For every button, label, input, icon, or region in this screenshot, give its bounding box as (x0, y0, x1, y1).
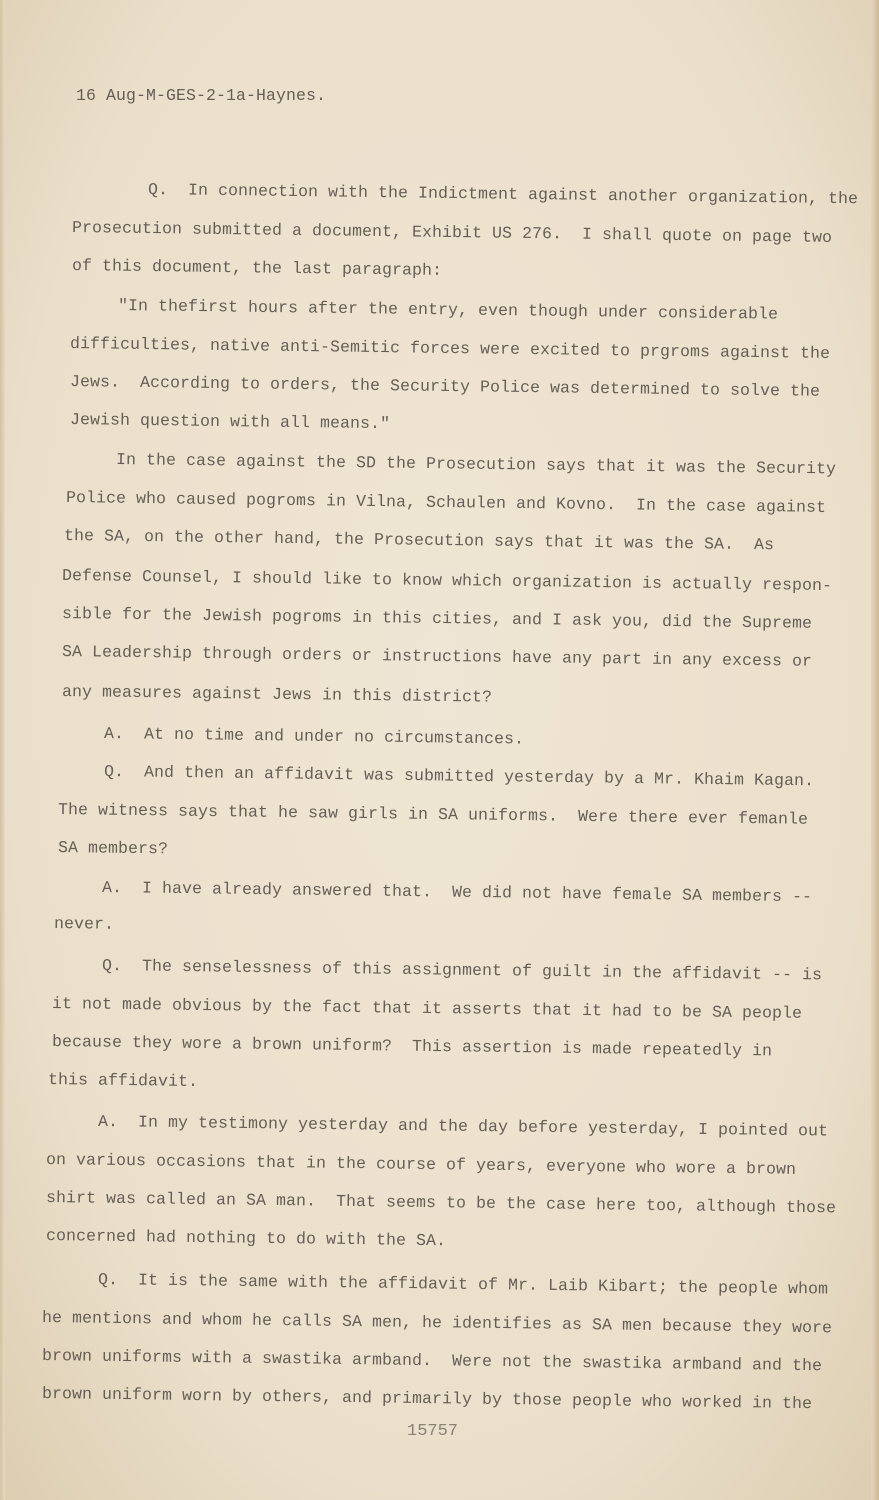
text-line: Jews. According to orders, the Security Police was determined to solve the (69, 372, 821, 401)
text-line: never. (53, 914, 115, 934)
text-line: Q. And then an affidavit was submitted yesterday by a Mr. Khaim Kagan. (103, 762, 815, 791)
text-line: concerned had nothing to do with the SA. (45, 1226, 447, 1251)
page-edge-right (871, 0, 879, 1500)
text-line: A. I have already answered that. We did not have female SA members -- (101, 878, 813, 907)
text-line: shirt was called an SA man. That seems to be the case here too, although those (45, 1188, 837, 1218)
text-line: on various occasions that in the course of years, everyone who wore a brown (45, 1150, 797, 1179)
text-line: any measures against Jews in this district? (61, 682, 493, 707)
text-line: SA members? (57, 838, 169, 859)
text-line: Police who caused pogroms in Vilna, Schaulen and Kovno. In the case against (65, 488, 827, 517)
text-line: Q. In connection with the Indictment against another organization, the (147, 180, 859, 209)
text-line: because they wore a brown uniform? This assertion is made repeatedly in (51, 1032, 773, 1061)
document-header: 16 Aug-M-GES-2-1a-Haynes. (76, 86, 327, 105)
text-line: he mentions and whom he calls SA men, he identifies as SA men because they wore (41, 1308, 833, 1338)
text-line: SA Leadership through orders or instructions have any part in any excess or (61, 642, 813, 671)
text-line: brown uniforms with a swastika armband. Were not the swastika armband and the (41, 1346, 823, 1376)
text-line: of this document, the last paragraph: (71, 256, 443, 280)
text-line: The witness says that he saw girls in SA uniforms. Were there ever femanle (57, 800, 809, 829)
text-line: In the case against the SD the Prosecution says that it was the Security (115, 450, 837, 479)
text-line: Jewish question with all means." (69, 410, 391, 434)
page-number: 15757 (407, 1422, 459, 1441)
text-line: Defense Counsel, I should like to know which organization is actually respon- (61, 566, 833, 596)
text-line: it not made obvious by the fact that it asserts that it had to be SA people (51, 994, 803, 1023)
text-line: A. In my testimony yesterday and the day before yesterday, I pointed out (97, 1112, 829, 1141)
text-line: the SA, on the other hand, the Prosecution says that it was the SA. As (63, 526, 775, 555)
text-line: Q. It is the same with the affidavit of Mr. Laib Kibart; the people whom (97, 1270, 829, 1299)
text-line: Prosecution submitted a document, Exhibit US 276. I shall quote on page two (71, 218, 833, 247)
page-edge-left (0, 0, 5, 1500)
text-line: "In thefirst hours after the entry, even though under considerable (117, 296, 779, 324)
text-line: Q. The senselessness of this assignment of guilt in the affidavit -- is (101, 956, 823, 985)
text-line: A. At no time and under no circumstances. (103, 724, 525, 749)
text-line: this affidavit. (47, 1070, 199, 1091)
text-line: sible for the Jewish pogroms in this cities, and I ask you, did the Supreme (61, 604, 813, 633)
text-line: brown uniform worn by others, and primarily by those people who worked in the (41, 1384, 813, 1414)
text-line: difficulties, native anti-Semitic forces were excited to prgroms against the (69, 334, 831, 363)
